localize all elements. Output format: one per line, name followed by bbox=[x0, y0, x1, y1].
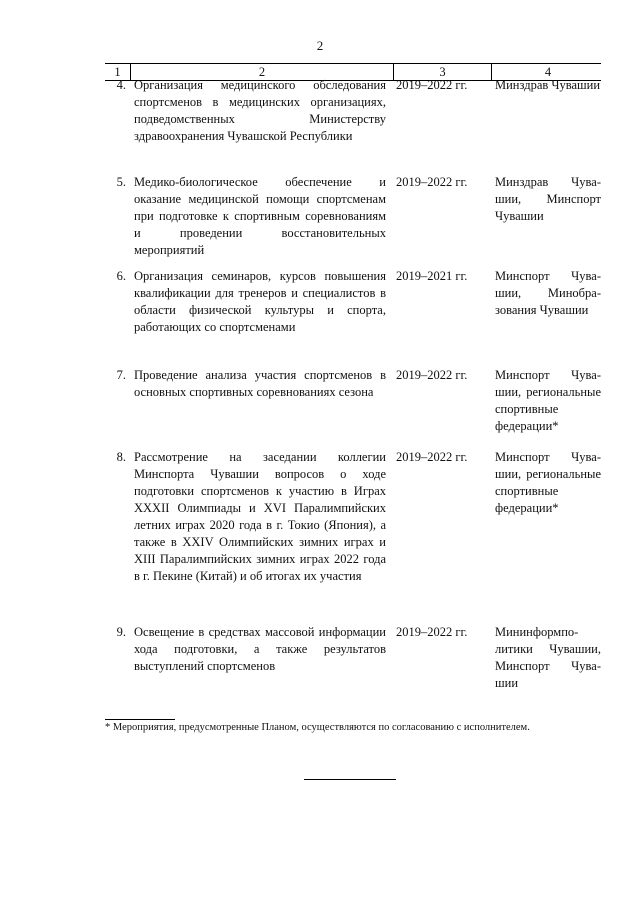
row-period: 2019–2022 гг. bbox=[396, 450, 468, 464]
row-number: 7. bbox=[116, 368, 126, 382]
row-period: 2019–2022 гг. bbox=[396, 78, 468, 92]
row-description: Освещение в средствах массовой информации хода подготовки, а также результатов выступлений спортсменов bbox=[134, 625, 386, 673]
row-executor: Минздрав Чувашии bbox=[495, 78, 601, 92]
end-divider bbox=[304, 779, 396, 780]
header-col-3: 3 bbox=[393, 64, 491, 80]
header-col-2: 2 bbox=[130, 64, 393, 80]
row-period: 2019–2022 гг. bbox=[396, 368, 468, 382]
row-description: Рассмотрение на заседании коллегии Минспорта Чувашии вопросов о ходе подготовки спортсменов к участию в Играх XXXII Олимпиады и XVI Паралимпийских летних играх 2020 года в г. Токио (Япония), а также в XXIV Олимпийских зимних играх и XIII Паралимпийских зимних играх 2022 года в г. Пекине (Китай) и об итогах их участия bbox=[134, 450, 386, 583]
table-row bbox=[105, 367, 601, 435]
table-row bbox=[105, 449, 601, 585]
page-number: 2 bbox=[316, 38, 324, 53]
row-period: 2019–2022 гг. bbox=[396, 175, 468, 189]
footnote-divider bbox=[105, 719, 175, 720]
row-number: 9. bbox=[116, 625, 126, 639]
header-col-4: 4 bbox=[491, 64, 604, 80]
row-number: 6. bbox=[116, 269, 126, 283]
footnote: * Мероприятия, предусмотренные Планом, осуществляются по согласованию с исполнителем. bbox=[105, 722, 530, 733]
header-col-1: 1 bbox=[114, 65, 121, 79]
row-number: 8. bbox=[116, 450, 126, 464]
row-description: Проведение анализа участия спортсменов в основных спортивных соревнованиях сезона bbox=[134, 368, 386, 399]
table-row bbox=[105, 624, 601, 692]
table-row bbox=[105, 77, 601, 145]
row-description: Организация медицинского обследования спортсменов в медицинских организациях, подведомственных Министерству здравоохранения Чувашской Республики bbox=[134, 78, 386, 143]
measures-table bbox=[105, 63, 601, 690]
row-number: 4. bbox=[116, 78, 126, 92]
row-number: 5. bbox=[116, 175, 126, 189]
row-period: 2019–2022 гг. bbox=[396, 625, 468, 639]
row-executor: Минздрав Чувашии, Минспорт Чувашии bbox=[495, 175, 601, 223]
row-period: 2019–2021 гг. bbox=[396, 269, 468, 283]
row-executor: Минспорт Чувашии, Минобразования Чувашии bbox=[495, 269, 601, 317]
row-executor: Мининформполитики Чувашии, Минспорт Чувашии bbox=[495, 625, 601, 690]
row-executor: Минспорт Чувашии, региональные спортивные федерации* bbox=[495, 450, 601, 515]
row-description: Организация семинаров, курсов повышения квалификации для тренеров и специалистов в области физической культуры и спорта, работающих со спортсменами bbox=[134, 269, 386, 334]
table-row bbox=[105, 174, 601, 259]
row-description: Медико-биологическое обеспечение и оказание медицинской помощи спортсменам при подготовке к спортивным соревнованиям и проведении восстановительных мероприятий bbox=[134, 175, 386, 257]
row-executor: Минспорт Чувашии, региональные спортивные федерации* bbox=[495, 368, 601, 433]
table-row bbox=[105, 268, 601, 336]
